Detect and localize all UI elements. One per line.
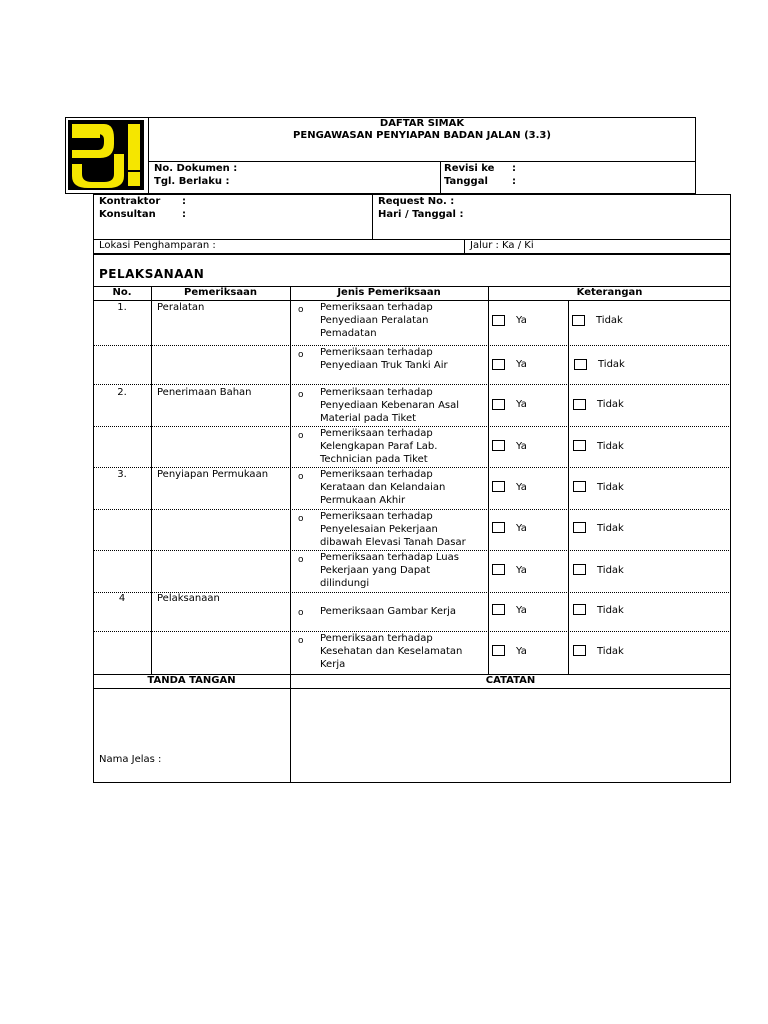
row-4-ya-checkbox[interactable] <box>492 440 505 451</box>
doc-title-line2: PENGAWASAN PENYIAPAN BADAN JALAN (3.3) <box>293 130 551 141</box>
row-1-tidak-checkbox[interactable] <box>572 315 585 326</box>
row-1-no: 1. <box>117 302 127 313</box>
row-8-no: 4 <box>118 593 126 604</box>
header-no: No. <box>112 287 132 298</box>
row-1-jenis: Pemeriksaan terhadap Penyediaan Peralatan Pemadatan <box>320 302 433 339</box>
kontraktor-label: Kontraktor <box>99 196 161 207</box>
tanggal-label: Tanggal <box>444 176 488 187</box>
row-6-ya-label: Ya <box>516 523 527 534</box>
row-3-ya-checkbox[interactable] <box>492 399 505 410</box>
header-jenis-pemeriksaan: Jenis Pemeriksaan <box>337 287 441 298</box>
pu-logo <box>68 120 144 190</box>
row-7-bullet: o <box>298 555 304 565</box>
no-dokumen-label: No. Dokumen : <box>154 163 238 174</box>
row-2-ya-label: Ya <box>516 359 527 370</box>
header-revisi-divider <box>440 161 441 194</box>
row-8-tidak-checkbox[interactable] <box>573 604 586 615</box>
doc-title-line1: DAFTAR SIMAK <box>379 118 465 129</box>
row-7-ya-label: Ya <box>516 565 527 576</box>
row-5-pemeriksaan: Penyiapan Permukaan <box>157 469 269 480</box>
row-7-ya-checkbox[interactable] <box>492 564 505 575</box>
hari-tanggal-label: Hari / Tanggal : <box>378 209 464 220</box>
row-4-tidak-checkbox[interactable] <box>573 440 586 451</box>
row-4-ya-label: Ya <box>516 441 527 452</box>
header-pemeriksaan: Pemeriksaan <box>184 287 257 298</box>
row-1-bullet: o <box>298 305 304 315</box>
row-9-bullet: o <box>298 636 304 646</box>
row-1-ya-checkbox[interactable] <box>492 315 505 326</box>
row-6-tidak-checkbox[interactable] <box>573 522 586 533</box>
row-3-tidak-checkbox[interactable] <box>573 399 586 410</box>
row-6-ya-checkbox[interactable] <box>492 522 505 533</box>
row-7-tidak-checkbox[interactable] <box>573 564 586 575</box>
catatan-header: CATATAN <box>485 675 536 686</box>
row-6-bullet: o <box>298 514 304 524</box>
row-5-bullet: o <box>298 472 304 482</box>
row-9-jenis: Pemeriksaan terhadap Kesehatan dan Keselamatan Kerja <box>320 633 463 670</box>
kontraktor-colon: : <box>182 196 186 207</box>
row-6-tidak-label: Tidak <box>597 523 624 534</box>
jalur-label: Jalur : Ka / Ki <box>470 240 534 251</box>
pu-logo-icon <box>68 120 144 190</box>
konsultan-colon: : <box>182 209 186 220</box>
row-8-pemeriksaan: Pelaksanaan <box>157 593 220 604</box>
revisi-label: Revisi ke <box>444 163 495 174</box>
footer-header-line <box>93 688 731 689</box>
row-3-no: 2. <box>117 387 127 398</box>
nama-jelas-label: Nama Jelas : <box>99 754 162 765</box>
row-8-ya-checkbox[interactable] <box>492 604 505 615</box>
row-6-jenis: Pemeriksaan terhadap Penyelesaian Pekerjaan dibawah Elevasi Tanah Dasar <box>320 511 466 548</box>
jalur-divider <box>464 239 465 254</box>
row-7-tidak-label: Tidak <box>597 565 624 576</box>
tgl-berlaku-label: Tgl. Berlaku : <box>154 176 230 187</box>
row-8-jenis: Pemeriksaan Gambar Kerja <box>320 606 456 617</box>
row-1-ya-label: Ya <box>516 315 527 326</box>
row-3-bullet: o <box>298 390 304 400</box>
row-5-no: 3. <box>117 469 127 480</box>
row-5-ya-label: Ya <box>516 482 527 493</box>
section-title: PELAKSANAAN <box>99 267 205 281</box>
row-4-bullet: o <box>298 431 304 441</box>
row-9-tidak-checkbox[interactable] <box>573 645 586 656</box>
row-9-tidak-label: Tidak <box>597 646 624 657</box>
row-8-ya-label: Ya <box>516 605 527 616</box>
row-7-jenis: Pemeriksaan terhadap Luas Pekerjaan yang Dapat dilindungi <box>320 552 459 589</box>
row-9-ya-checkbox[interactable] <box>492 645 505 656</box>
header-title-divider <box>148 161 696 162</box>
row-8-bullet: o <box>298 608 304 618</box>
header-keterangan: Keterangan <box>576 287 643 298</box>
row-5-tidak-label: Tidak <box>597 482 624 493</box>
row-5-tidak-checkbox[interactable] <box>573 481 586 492</box>
konsultan-label: Konsultan <box>99 209 156 220</box>
row-3-ya-label: Ya <box>516 399 527 410</box>
row-1-pemeriksaan: Peralatan <box>157 302 205 313</box>
row-3-jenis: Pemeriksaan terhadap Penyediaan Kebenaran Asal Material pada Tiket <box>320 387 460 424</box>
row-5-jenis: Pemeriksaan terhadap Kerataan dan Kelandaian Permukaan Akhir <box>320 469 446 506</box>
row-8-tidak-label: Tidak <box>597 605 624 616</box>
row-2-tidak-checkbox[interactable] <box>574 359 587 370</box>
row-2-jenis: Pemeriksaan terhadap Penyediaan Truk Tanki Air <box>320 347 448 371</box>
tanggal-colon: : <box>512 176 516 187</box>
row-2-bullet: o <box>298 350 304 360</box>
revisi-colon: : <box>512 163 516 174</box>
row-4-tidak-label: Tidak <box>597 441 624 452</box>
tanda-tangan-header: TANDA TANGAN <box>147 675 236 686</box>
row-3-tidak-label: Tidak <box>597 399 624 410</box>
row-1-tidak-label: Tidak <box>596 315 623 326</box>
row-3-pemeriksaan: Penerimaan Bahan <box>157 387 252 398</box>
row-4-jenis: Pemeriksaan terhadap Kelengkapan Paraf Lab. Technician pada Tiket <box>320 428 438 465</box>
col-line-2 <box>290 286 291 783</box>
lokasi-label: Lokasi Penghamparan : <box>99 240 216 251</box>
row-sep <box>93 384 731 385</box>
row-5-ya-checkbox[interactable] <box>492 481 505 492</box>
col-line-4 <box>568 300 569 674</box>
request-no-label: Request No. : <box>378 196 455 207</box>
row-2-ya-checkbox[interactable] <box>492 359 505 370</box>
row-9-ya-label: Ya <box>516 646 527 657</box>
row-2-tidak-label: Tidak <box>598 359 625 370</box>
info-divider <box>372 194 373 239</box>
